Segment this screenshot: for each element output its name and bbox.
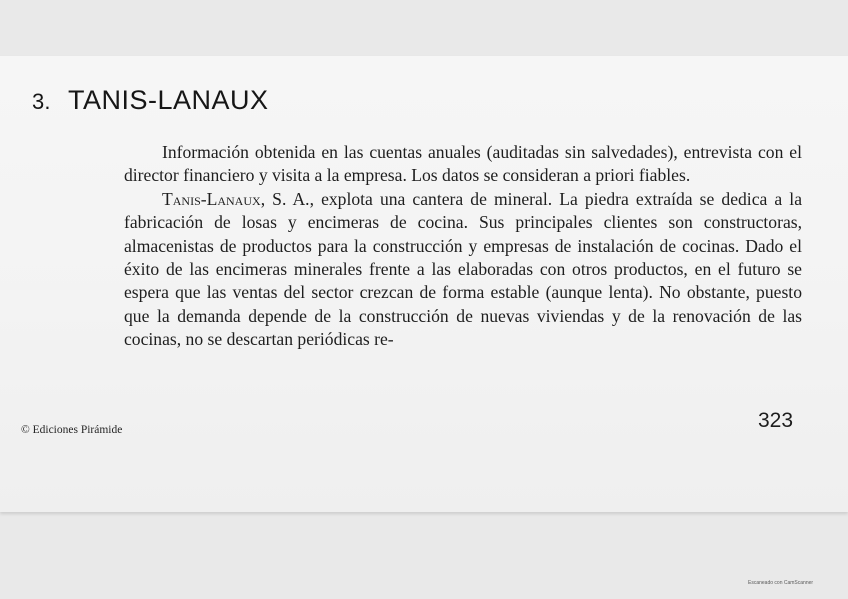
scanner-watermark: Escaneado con CamScanner (748, 580, 814, 586)
body-text (124, 141, 802, 352)
company-name: Tanis-Lanaux (162, 188, 261, 209)
page-number: 323 (758, 409, 794, 432)
chapter-heading (32, 84, 269, 116)
chapter-number: 3. (32, 89, 51, 114)
paragraph-intro: Información obtenida en las cuentas anuales (auditadas sin salvedades), entrevista con el director financiero y visita a la empresa. Los datos se consideran a priori fiables. (124, 142, 802, 186)
chapter-title: TANIS-LANAUX (68, 85, 269, 115)
publisher-credit: © Ediciones Pirámide (21, 424, 123, 436)
paragraph-company-text: , S. A., explota una cantera de mineral. La piedra extraída se dedica a la fabricación de losas y encimeras de cocina. Sus principales clientes son constructoras, almacenistas de productos para la construcción y empresas de instalación de cocinas. Dado el éxito de las encimeras minerales frente a las elaboradas con otros productos, en el futuro se espera que las ventas del sector crezcan de forma estable (aunque lenta). No obstante, puesto que la demanda depende de la construcción de nuevas viviendas y de la renovación de las cocinas, no se descartan periódicas re- (124, 188, 802, 350)
paragraph-company (124, 188, 802, 352)
